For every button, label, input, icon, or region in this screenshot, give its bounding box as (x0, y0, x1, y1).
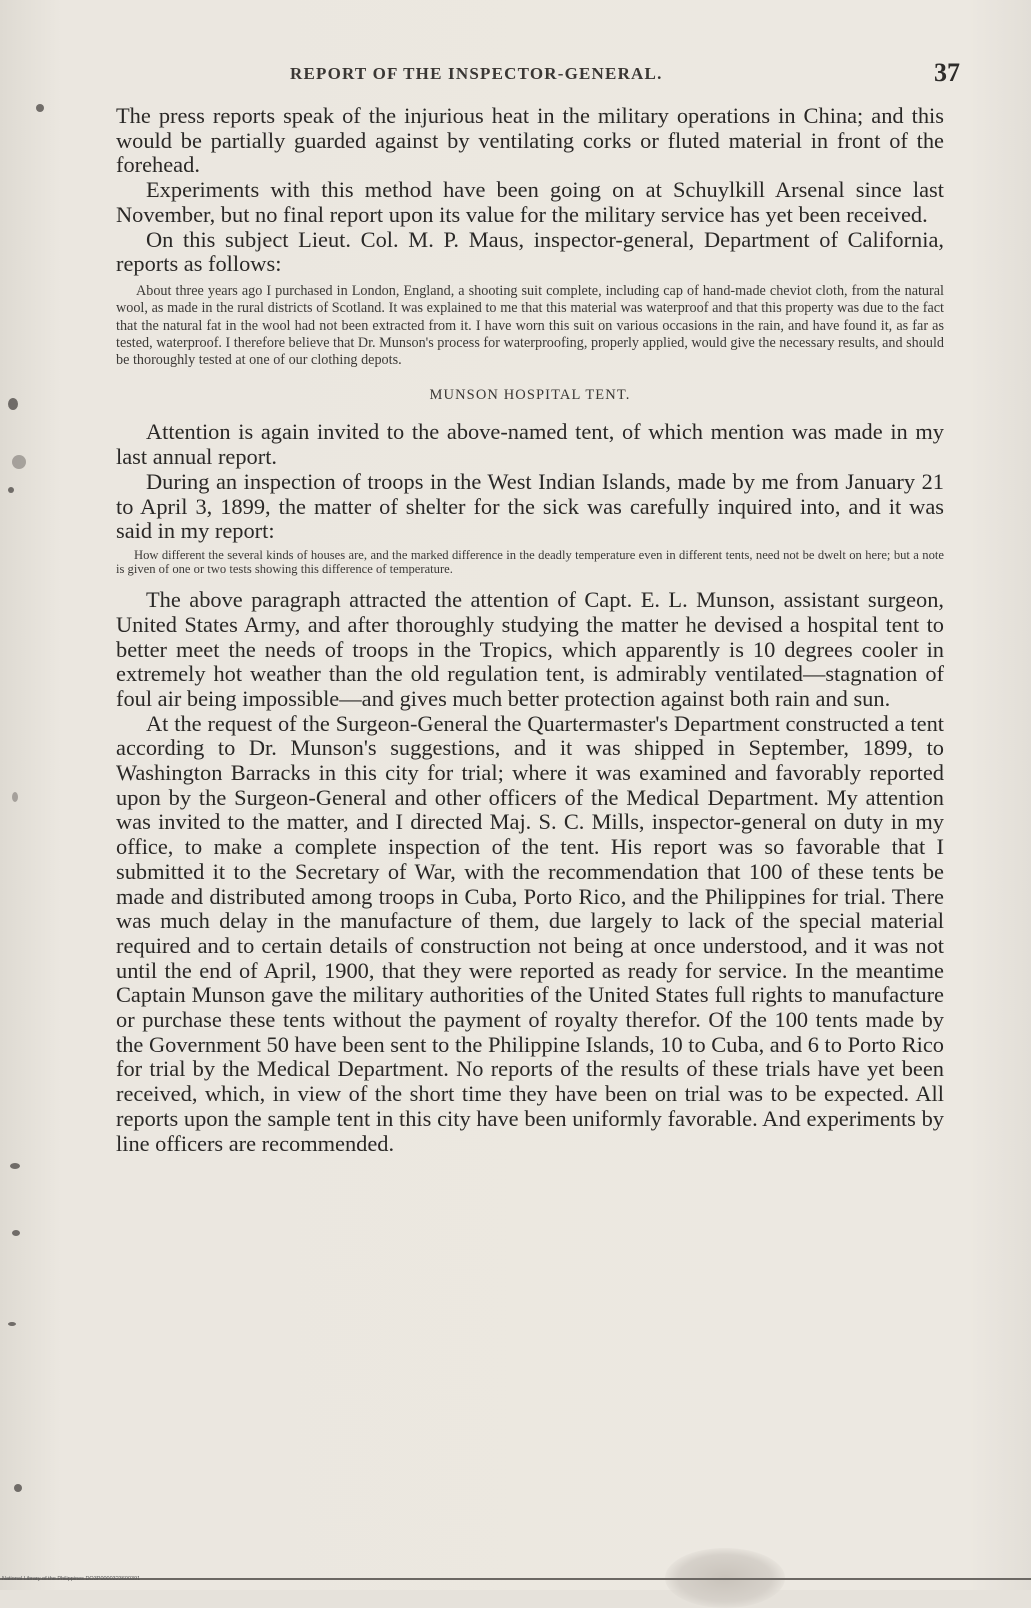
page-number: 37 (934, 58, 960, 87)
block-quote-maus: About three years ago I purchased in London, England, a shooting suit complete, including cap of hand-made cheviot cloth, from the natural wool, as made in the rural districts of Scotland. It was explained to me that this material was waterproof and that this property was due to the fact that the natural fat in the wool had not been extracted from it. I have worn this suit on various occasions in the rain, and have found it, as far as tested, waterproof. I therefore believe that Dr. Munson's process for waterproofing, properly applied, would give the necessary results, and should be thoroughly tested at one of our clothing depots. (116, 282, 944, 369)
page-header (112, 60, 960, 90)
paragraph-attention: Attention is again invited to the above-named tent, of which mention was made in my last annual report. (116, 419, 944, 470)
margin-smudge (12, 1230, 20, 1236)
page-body (116, 104, 944, 1156)
section-heading: MUNSON HOSPITAL TENT. (429, 387, 631, 404)
paragraph-munson-tent: The above paragraph attracted the attention of Capt. E. L. Munson, assistant surgeon, United States Army, and after thoroughly studying the matter he devised a hospital tent to better meet the needs of troops in the Tropics, which apparently is 10 degrees cooler in extremely hot weather than the old regulation tent, is admirably ventilated—stagnation of foul air being impossible—and gives much better protection against both rain and sun. (116, 587, 944, 711)
block-quote-report: How different the several kinds of houses are, and the marked difference in the deadly temperature even in different tents, need not be dwelt on here; but a note is given of one or two tests showing this difference of temperature. (116, 547, 944, 576)
running-head: REPORT OF THE INSPECTOR-GENERAL. (290, 64, 663, 83)
page-edge (0, 1578, 1031, 1580)
paragraph-inspection: During an inspection of troops in the West Indian Islands, made by me from January 21 to April 3, 1899, the matter of shelter for the sick was carefully inquired into, and it was said in my report: (116, 468, 944, 544)
margin-smudge (12, 455, 26, 469)
paragraph-press-reports: The press reports speak of the injurious heat in the military operations in China; and this would be partially guarded against by ventilating corks or fluted material in front of the forehead. (116, 103, 944, 178)
margin-smudge (14, 1484, 22, 1492)
margin-smudge (10, 1163, 20, 1169)
margin-smudge (12, 792, 18, 802)
scan-credit: National Library of the Philippines DO3P0000323600391 (2, 1576, 141, 1582)
paragraph-maus-report: On this subject Lieut. Col. M. P. Maus, inspector-general, Department of California, reports as follows: (116, 226, 944, 277)
margin-smudge (8, 398, 18, 410)
margin-smudge (36, 104, 44, 112)
paragraph-experiments: Experiments with this method have been going on at Schuylkill Arsenal since last November, but no final report upon its value for the military service has yet been received. (116, 177, 944, 227)
margin-smudge (8, 487, 14, 493)
margin-smudge (8, 1322, 16, 1326)
paragraph-quartermaster: At the request of the Surgeon-General the Quartermaster's Department constructed a tent according to Dr. Munson's suggestions, and it was shipped in September, 1899, to Washington Barracks in this city for trial; where it was examined and favorably reported upon by the Surgeon-General and other officers of the Medical Department. My attention was invited to the matter, and I directed Maj. S. C. Mills, inspector-general on duty in my office, to make a complete inspection of the tent. His report was so favorable that I submitted it to the Secretary of War, with the recommendation that 100 of these tents be made and distributed among troops in Cuba, Porto Rico, and the Philippines for trial. There was much delay in the manufacture of them, due largely to lack of the special material required and to certain details of construction not being at once understood, and it was not until the end of April, 1900, that they were reported as ready for service. In the meantime Captain Munson gave the military authorities of the United States full rights to manufacture or purchase these tents without the payment of royalty therefor. Of the 100 tents made by the Government 50 have been sent to the Philippine Islands, 10 to Cuba, and 6 to Porto Rico for trial by the Medical Department. No reports of the results of these trials have yet been received, which, in view of the short time they have been on trial was to be expected. All reports upon the sample tent in this city have been uniformly favorable. And experiments by line officers are recommended. (116, 710, 944, 1156)
